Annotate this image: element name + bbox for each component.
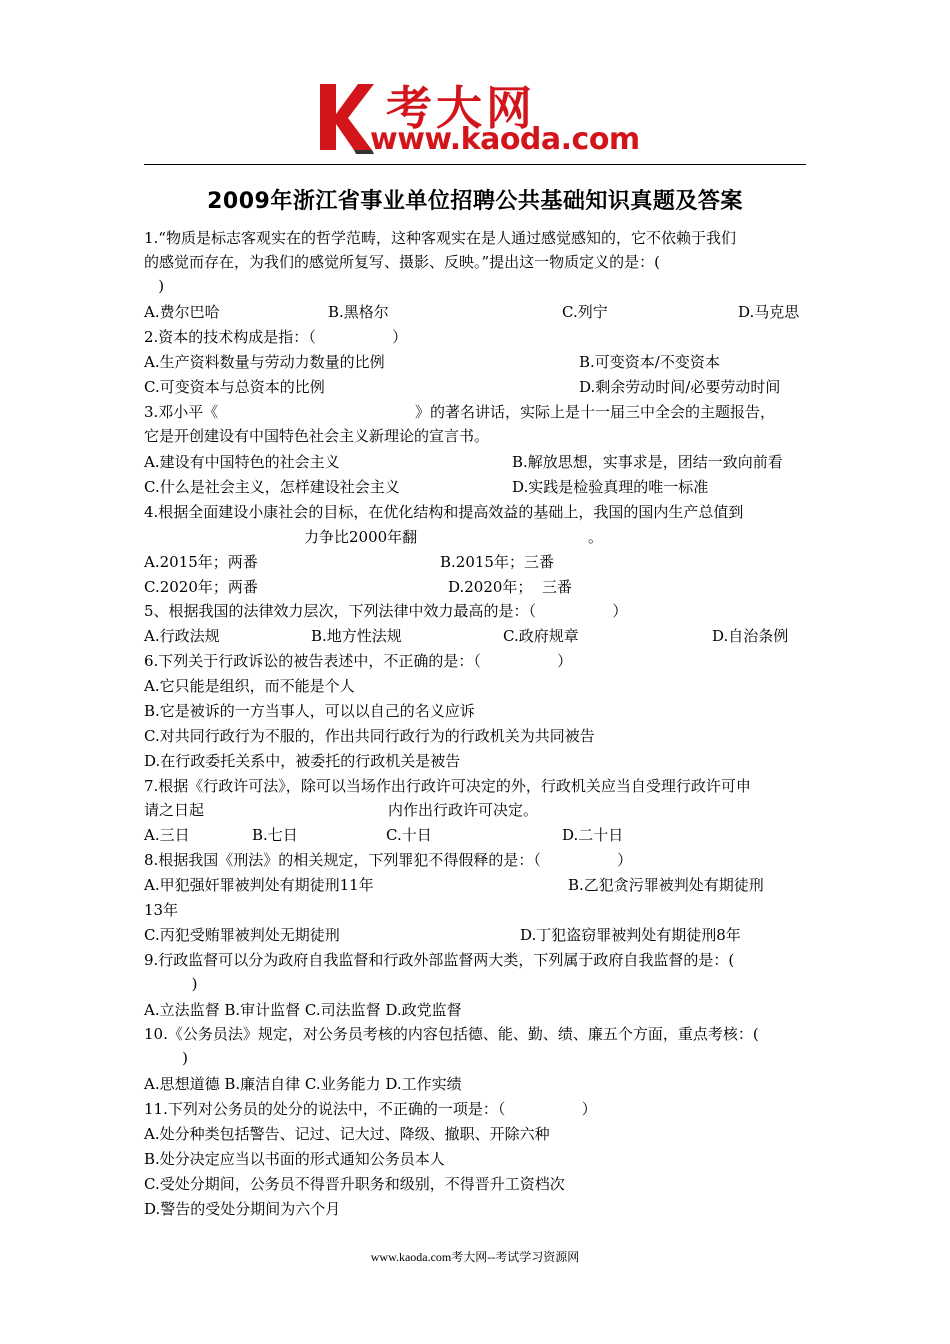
kaoda-logo <box>316 76 646 162</box>
question-8-stem: 8.根据我国《刑法》的相关规定，下列罪犯不得假释的是：（ ） <box>144 851 633 869</box>
question-1-option-a: A.费尔巴哈 <box>144 303 220 321</box>
question-5-option-d: D.自治条例 <box>712 627 789 645</box>
question-3-option-c: C.什么是社会主义，怎样建设社会主义 <box>144 478 400 496</box>
question-9-stem-end: ) <box>144 975 198 993</box>
question-10-stem-end: ) <box>144 1049 188 1067</box>
question-4-option-b: B.2015年；三番 <box>440 553 554 571</box>
question-1-stem: 1.“物质是标志客观实在的哲学范畴，这种客观实在是人通过感觉感知的，它不依赖于我们 <box>144 229 736 247</box>
question-7-option-a: A.三日 <box>144 826 190 844</box>
question-3-stem-cont: 》的著名讲话，实际上是十一届三中全会的主题报告， <box>415 403 776 421</box>
question-11-stem: 11.下列对公务员的处分的说法中，不正确的一项是：（ ） <box>144 1100 597 1118</box>
question-5-option-c: C.政府规章 <box>503 627 579 645</box>
question-11-option-c: C.受处分期间，公务员不得晋升职务和级别，不得晋升工资档次 <box>144 1175 565 1193</box>
question-5-stem: 5、根据我国的法律效力层次，下列法律中效力最高的是：（ ） <box>144 602 628 620</box>
question-3-stem: 3.邓小平《 <box>144 403 219 421</box>
question-6-option-a: A.它只能是组织，而不能是个人 <box>144 677 355 695</box>
brand-name: 考大网 <box>386 81 536 135</box>
question-11-option-b: B.处分决定应当以书面的形式通知公务员本人 <box>144 1150 445 1168</box>
question-4-option-c: C.2020年；两番 <box>144 578 258 596</box>
question-9-stem: 9.行政监督可以分为政府自我监督和行政外部监督两大类，下列属于政府自我监督的是：( <box>144 951 735 969</box>
question-10-options: A.思想道德 B.廉洁自律 C.业务能力 D.工作实绩 <box>144 1075 462 1093</box>
question-6-option-c: C.对共同行政行为不服的，作出共同行政行为的行政机关为共同被告 <box>144 727 595 745</box>
question-8-option-b: B.乙犯贪污罪被判处有期徒刑 <box>568 876 764 894</box>
question-4-stem-end: 。 <box>588 528 604 546</box>
question-11-option-a: A.处分种类包括警告、记过、记大过、降级、撤职、开除六种 <box>144 1125 550 1143</box>
question-3-option-b: B.解放思想，实事求是，团结一致向前看 <box>512 453 783 471</box>
question-10-stem: 10.《公务员法》规定，对公务员考核的内容包括德、能、勤、绩、廉五个方面，重点考核：( <box>144 1025 759 1043</box>
question-3-stem-end: 它是开创建设有中国特色社会主义新理论的宣言书。 <box>144 427 490 445</box>
question-7-stem-end: 内作出行政许可决定。 <box>388 801 539 819</box>
k-logo-icon <box>316 80 376 154</box>
question-8-option-b-cont: 13年 <box>144 901 179 919</box>
question-2-option-a: A.生产资料数量与劳动力数量的比例 <box>144 353 385 371</box>
question-4-stem: 4.根据全面建设小康社会的目标，在优化结构和提高效益的基础上，我国的国内生产总值到 <box>144 503 744 521</box>
page-title: 2009年浙江省事业单位招聘公共基础知识真题及答案 <box>207 189 743 214</box>
question-3-option-a: A.建设有中国特色的社会主义 <box>144 453 340 471</box>
question-1-option-d: D.马克思 <box>738 303 800 321</box>
question-6-option-b: B.它是被诉的一方当事人，可以以自己的名义应诉 <box>144 702 475 720</box>
question-8-option-d: D.丁犯盗窃罪被判处有期徒刑8年 <box>520 926 741 944</box>
question-7-option-c: C.十日 <box>386 826 432 844</box>
brand-url: www.kaoda.com <box>370 122 640 157</box>
question-2-stem: 2.资本的技术构成是指：（ ） <box>144 328 408 346</box>
question-8-option-c: C.丙犯受贿罪被判处无期徒刑 <box>144 926 340 944</box>
question-4-option-d: D.2020年； 三番 <box>448 578 572 596</box>
question-1-option-b: B.黑格尔 <box>328 303 389 321</box>
question-7-option-b: B.七日 <box>252 826 298 844</box>
question-7-stem: 7.根据《行政许可法》，除可以当场作出行政许可决定的外，行政机关应当自受理行政许可申 <box>144 777 751 795</box>
question-11-option-d: D.警告的受处分期间为六个月 <box>144 1200 341 1218</box>
question-9-options: A.立法监督 B.审计监督 C.司法监督 D.政党监督 <box>144 1001 462 1019</box>
question-7-stem-cont: 请之日起 <box>144 801 205 819</box>
header-divider <box>144 164 806 165</box>
question-5-option-a: A.行政法规 <box>144 627 220 645</box>
question-8-option-a: A.甲犯强奸罪被判处有期徒刑11年 <box>144 876 374 894</box>
question-6-stem: 6.下列关于行政诉讼的被告表述中，不正确的是：（ ） <box>144 652 573 670</box>
question-6-option-d: D.在行政委托关系中，被委托的行政机关是被告 <box>144 752 461 770</box>
question-2-option-d: D.剩余劳动时间/必要劳动时间 <box>579 378 781 396</box>
question-1-option-c: C.列宁 <box>562 303 608 321</box>
question-3-option-d: D.实践是检验真理的唯一标准 <box>512 478 709 496</box>
question-7-option-d: D.二十日 <box>562 826 624 844</box>
page-footer: www.kaoda.com考大网--考试学习资源网 <box>370 1250 580 1264</box>
question-4-stem-cont: 力争比2000年翻 <box>304 528 418 546</box>
question-2-option-b: B.可变资本/不变资本 <box>579 353 720 371</box>
question-5-option-b: B.地方性法规 <box>311 627 402 645</box>
question-1-stem-cont: 的感觉而存在，为我们的感觉所复写、摄影、反映。”提出这一物质定义的是：( <box>144 253 661 271</box>
question-2-option-c: C.可变资本与总资本的比例 <box>144 378 325 396</box>
question-4-option-a: A.2015年；两番 <box>144 553 258 571</box>
question-1-stem-end: ) <box>144 277 165 295</box>
